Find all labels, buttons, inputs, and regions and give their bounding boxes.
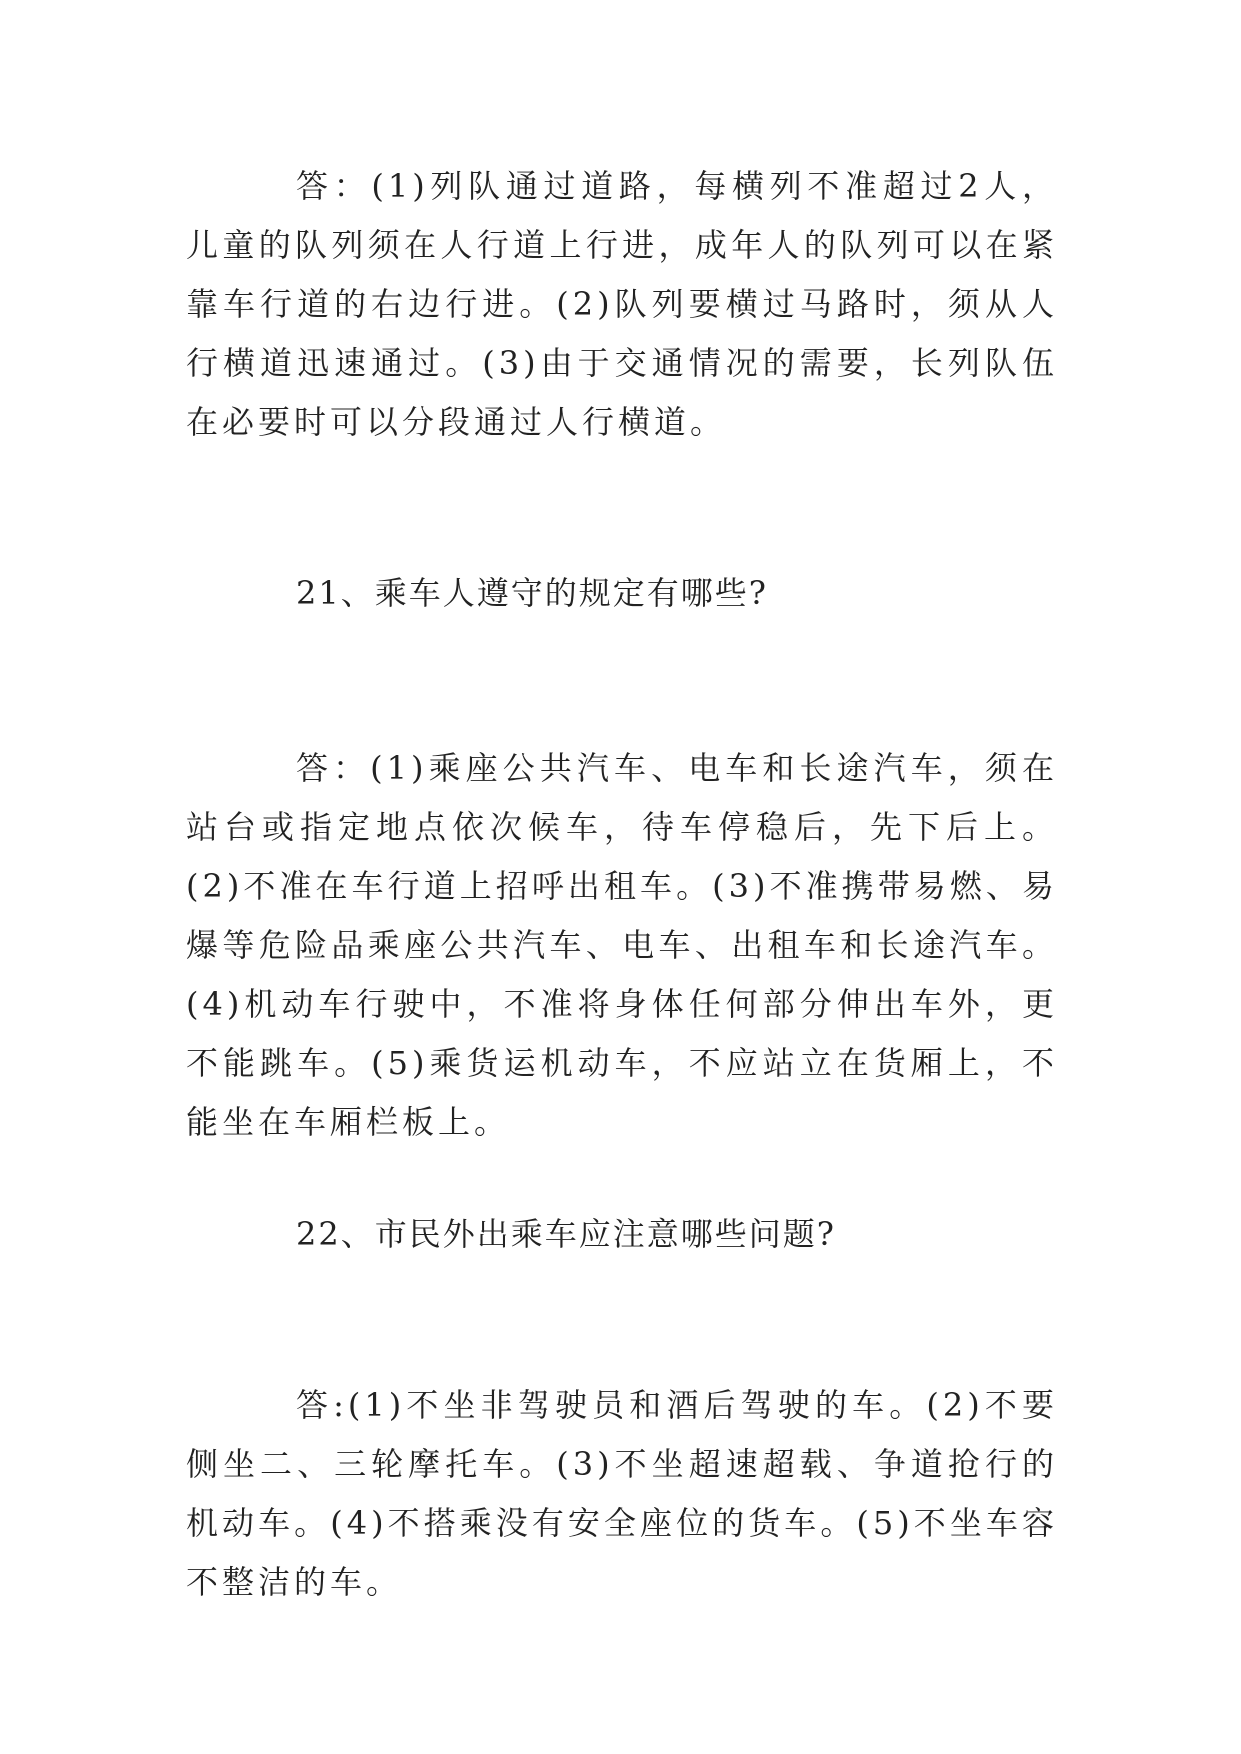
question-21-heading: 21、乘车人遵守的规定有哪些? bbox=[296, 574, 768, 612]
answer-22-paragraph: 答:(1)不坐非驾驶员和酒后驾驶的车。(2)不要侧坐二、三轮摩托车。(3)不坐超速超载、争道抢行的机动车。(4)不搭乘没有安全座位的货车。(5)不坐车容不整洁的车。 bbox=[186, 1386, 1058, 1601]
answer-20-paragraph: 答：(1)列队通过道路，每横列不准超过2人，儿童的队列须在人行道上行进，成年人的队列可以在紧靠车行道的右边行进。(2)队列要横过马路时，须从人行横道迅速通过。(3)由于交通情况的需要，长列队伍在必要时可以分段通过人行横道。 bbox=[186, 167, 1058, 441]
answer-21-paragraph: 答：(1)乘座公共汽车、电车和长途汽车，须在站台或指定地点依次候车，待车停稳后，先下后上。(2)不准在车行道上招呼出租车。(3)不准携带易燃、易爆等危险品乘座公共汽车、电车、出租车和长途汽车。(4)机动车行驶中，不准将身体任何部分伸出车外，更不能跳车。(5)乘货运机动车，不应站立在货厢上，不能坐在车厢栏板上。 bbox=[186, 749, 1058, 1141]
question-22-heading: 22、市民外出乘车应注意哪些问题? bbox=[296, 1215, 836, 1253]
